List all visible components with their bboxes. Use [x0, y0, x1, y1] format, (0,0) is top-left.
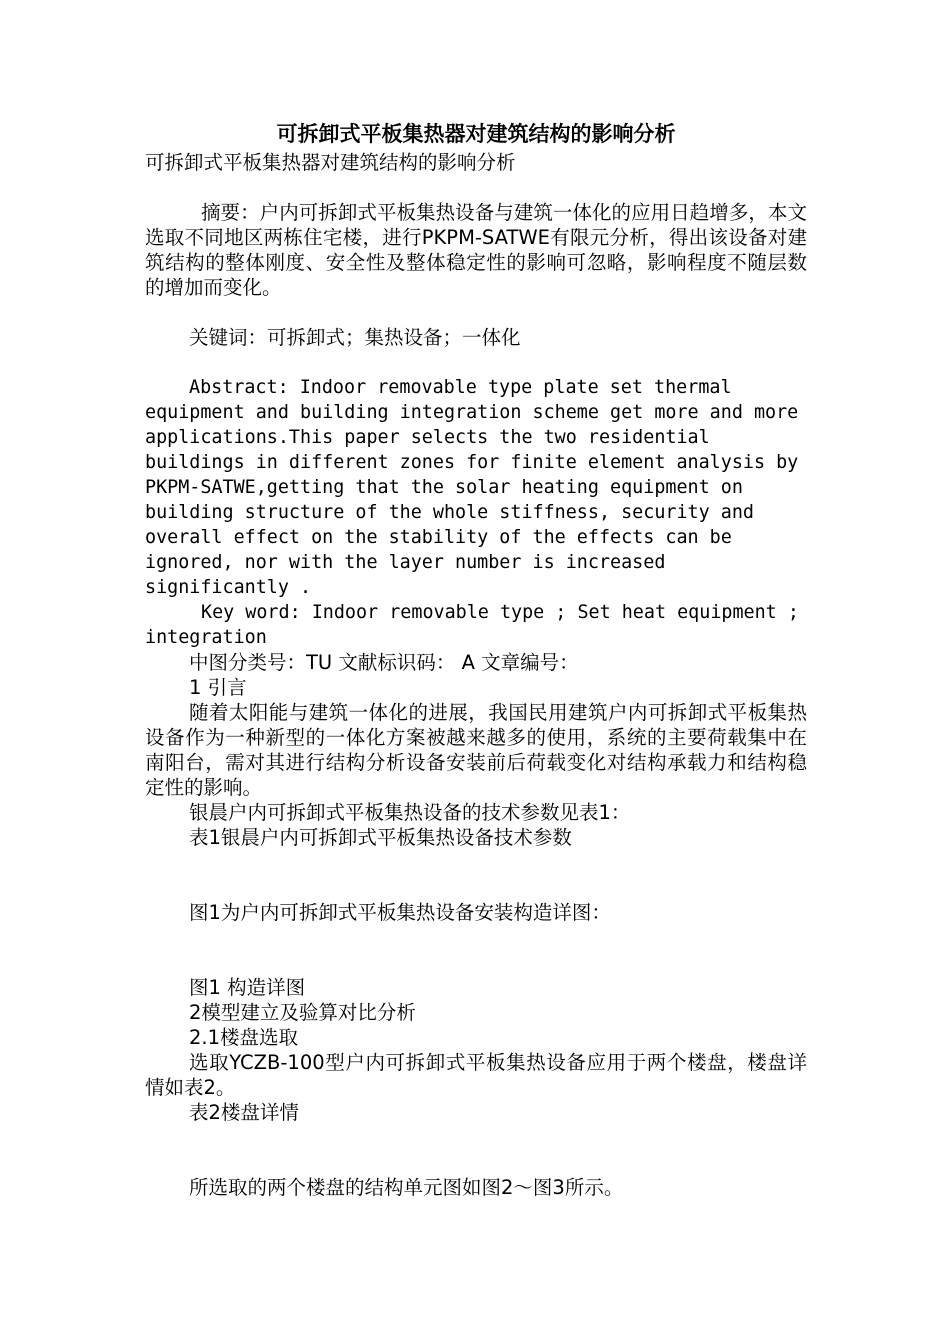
document-subtitle: 可拆卸式平板集热器对建筑结构的影响分析	[145, 151, 516, 174]
spacer	[145, 350, 807, 375]
keywords-english: Key word: Indoor removable type ; Set heat equipment ; integration	[145, 602, 799, 648]
figure-1-intro: 图1为户内可拆卸式平板集热设备安装构造详图：	[189, 901, 611, 924]
abstract-english: Abstract: Indoor removable type plate set thermal equipment and building integration scheme get more and more applications.This paper selects the two residential buildings in different zones for finite element analysis by PKPM-SATWE,getting that the solar heating equipment on building structure of the whole stiffness, security and overall effect on the stability of the effects can be ignored, nor with the layer number is increased significantly .	[145, 377, 799, 598]
abstract-chinese: 摘要：户内可拆卸式平板集热设备与建筑一体化的应用日趋增多，本文选取不同地区两栋住宅楼，进行PKPM-SATWE有限元分析，得出该设备对建筑结构的整体刚度、安全性及整体稳定性的影响可忽略，影响程度不随层数的增加而变化。	[145, 201, 807, 299]
spacer	[145, 300, 807, 325]
section-1-heading: 1 引言	[189, 676, 247, 699]
document-title: 可拆卸式平板集热器对建筑结构的影响分析	[276, 121, 676, 146]
document-body	[145, 118, 807, 1200]
section-2-heading: 2模型建立及验算对比分析	[189, 1001, 416, 1024]
spacer	[145, 175, 807, 200]
figure-1-placeholder	[145, 925, 807, 975]
table-1-intro: 银晨户内可拆卸式平板集热设备的技术参数见表1：	[189, 801, 631, 824]
section-2-1-heading: 2.1楼盘选取	[189, 1026, 299, 1049]
classification-line: 中图分类号：TU 文献标识码： A 文章编号：	[189, 651, 579, 674]
section-1-paragraph: 随着太阳能与建筑一体化的进展，我国民用建筑户内可拆卸式平板集热设备作为一种新型的一体化方案被越来越多的使用，系统的主要荷载集中在南阳台，需对其进行结构分析设备安装前后荷载变化对结构承载力和结构稳定性的影响。	[145, 701, 807, 799]
table-1-caption: 表1银晨户内可拆卸式平板集热设备技术参数	[189, 826, 572, 849]
table-2-placeholder	[145, 1125, 807, 1175]
figure-2-3-intro: 所选取的两个楼盘的结构单元图如图2～图3所示。	[189, 1176, 624, 1199]
figure-1-caption: 图1 构造详图	[189, 976, 306, 999]
table-1-placeholder	[145, 850, 807, 900]
section-2-1-paragraph: 选取YCZB-100型户内可拆卸式平板集热设备应用于两个楼盘，楼盘详情如表2。	[145, 1051, 807, 1099]
keywords-chinese: 关键词：可拆卸式；集热设备；一体化	[189, 326, 521, 349]
table-2-caption: 表2楼盘详情	[189, 1101, 299, 1124]
